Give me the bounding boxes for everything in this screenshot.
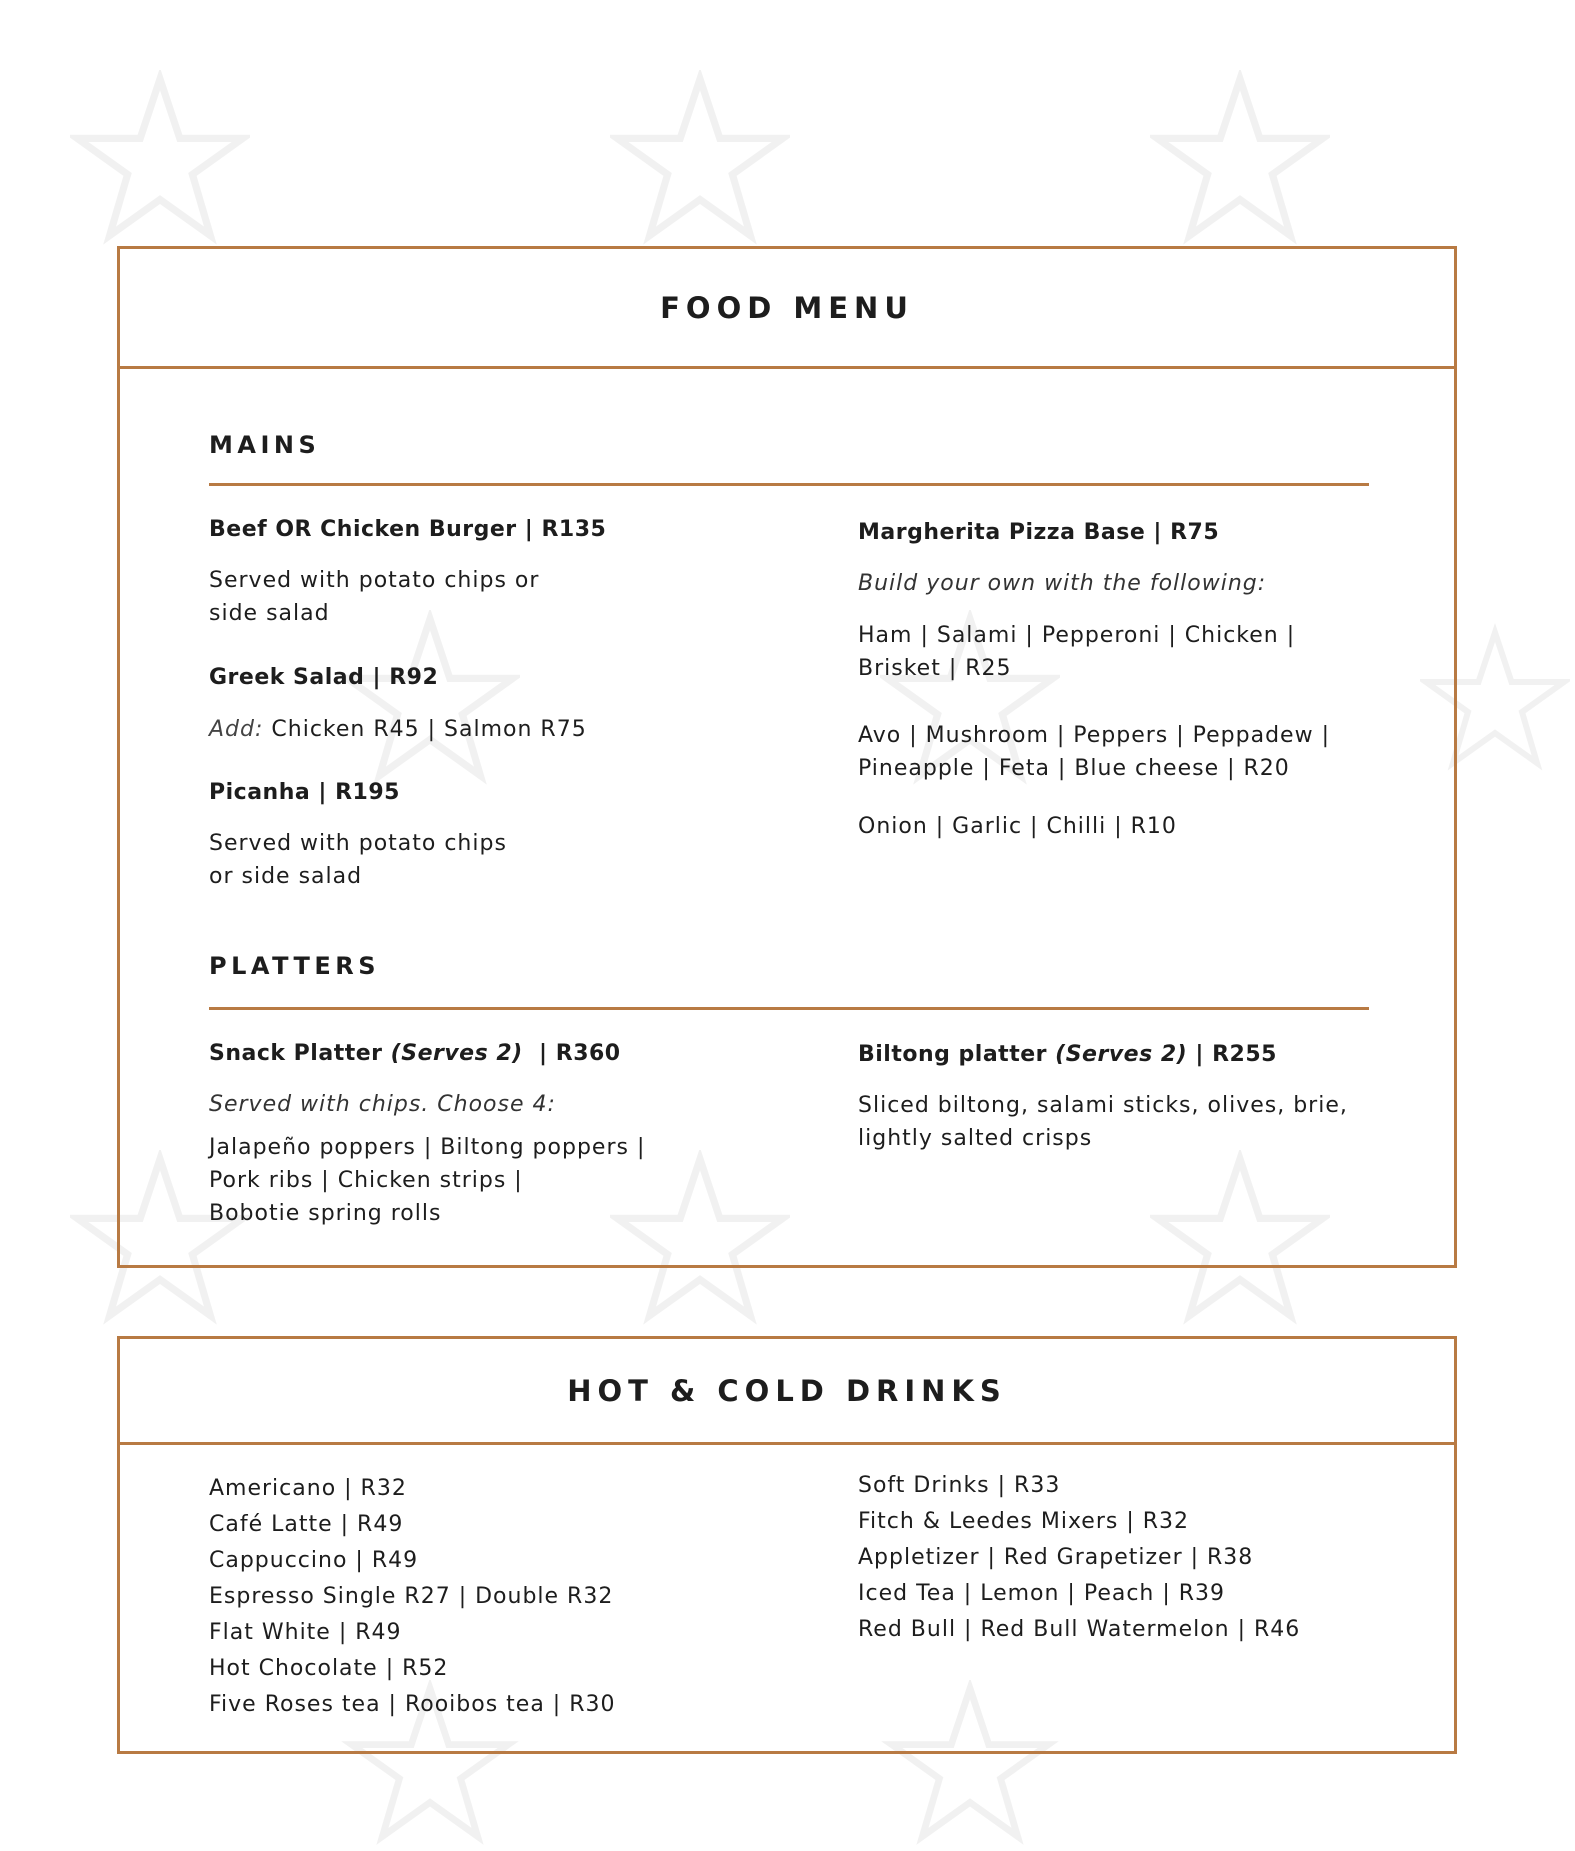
list-item: Appletizer | Red Grapetizer | R38 <box>858 1545 1254 1570</box>
platters-heading: PLATTERS <box>209 952 381 980</box>
biltong-platter-line1: Sliced biltong, salami sticks, olives, brie, <box>858 1093 1348 1118</box>
list-item: Fitch & Leedes Mixers | R32 <box>858 1509 1190 1534</box>
greek-salad-add <box>209 713 587 746</box>
biltong-platter-title <box>858 1042 1277 1067</box>
star-fork-icon <box>70 70 250 250</box>
greek-salad-title: Greek Salad | R92 <box>209 665 439 690</box>
list-item: Red Bull | Red Bull Watermelon | R46 <box>858 1617 1301 1642</box>
food-menu-box <box>117 246 1457 1268</box>
picanha-desc-line2: or side salad <box>209 864 363 889</box>
food-menu-title: FOOD MENU <box>120 249 1454 369</box>
greek-add-label: Add: <box>209 717 264 742</box>
star-fork-icon <box>1150 70 1330 250</box>
mains-heading: MAINS <box>209 431 321 459</box>
pizza-subtitle: Build your own with the following: <box>858 571 1267 596</box>
biltong-title-serves: (Serves 2) <box>1055 1042 1188 1067</box>
star-fork-icon <box>610 70 790 250</box>
snack-platter-title <box>209 1041 621 1066</box>
picanha-title: Picanha | R195 <box>209 780 400 805</box>
pizza-group2-line1: Avo | Mushroom | Peppers | Peppadew | <box>858 723 1330 748</box>
pizza-group3-line1: Onion | Garlic | Chilli | R10 <box>858 814 1177 839</box>
burger-desc-line1: Served with potato chips or <box>209 568 540 593</box>
greek-add-text: Chicken R45 | Salmon R75 <box>271 717 587 742</box>
burger-desc-line2: side salad <box>209 601 330 626</box>
list-item: Flat White | R49 <box>209 1620 402 1645</box>
snack-platter-line1: Jalapeño poppers | Biltong poppers | <box>209 1135 646 1160</box>
platters-divider <box>209 1007 1369 1010</box>
drinks-menu-title: HOT & COLD DRINKS <box>120 1339 1454 1445</box>
biltong-title-a: Biltong platter <box>858 1042 1056 1067</box>
pizza-group2-line2: Pineapple | Feta | Blue cheese | R20 <box>858 756 1290 781</box>
drinks-right-list <box>858 1468 1300 1648</box>
snack-title-serves: (Serves 2) <box>390 1041 523 1066</box>
burger-title: Beef OR Chicken Burger | R135 <box>209 517 607 542</box>
list-item: Espresso Single R27 | Double R32 <box>209 1584 614 1609</box>
snack-platter-subtitle: Served with chips. Choose 4: <box>209 1092 556 1117</box>
biltong-platter-line2: lightly salted crisps <box>858 1126 1093 1151</box>
picanha-desc-line1: Served with potato chips <box>209 831 507 856</box>
mains-divider <box>209 483 1369 486</box>
biltong-title-b: | R255 <box>1187 1042 1277 1067</box>
list-item: Hot Chocolate | R52 <box>209 1656 449 1681</box>
list-item: Americano | R32 <box>209 1476 407 1501</box>
list-item: Iced Tea | Lemon | Peach | R39 <box>858 1581 1226 1606</box>
snack-platter-line2: Pork ribs | Chicken strips | <box>209 1168 523 1193</box>
list-item: Five Roses tea | Rooibos tea | R30 <box>209 1692 616 1717</box>
pizza-group1-line1: Ham | Salami | Pepperoni | Chicken | <box>858 623 1296 648</box>
pizza-title: Margherita Pizza Base | R75 <box>858 520 1220 545</box>
list-item: Café Latte | R49 <box>209 1512 404 1537</box>
pizza-group1-line2: Brisket | R25 <box>858 656 1012 681</box>
snack-title-a: Snack Platter <box>209 1041 391 1066</box>
snack-title-b: | R360 <box>522 1041 621 1066</box>
drinks-menu-box <box>117 1336 1457 1754</box>
list-item: Soft Drinks | R33 <box>858 1473 1061 1498</box>
list-item: Cappuccino | R49 <box>209 1548 419 1573</box>
drinks-left-list <box>209 1471 616 1723</box>
snack-platter-line3: Bobotie spring rolls <box>209 1201 442 1226</box>
